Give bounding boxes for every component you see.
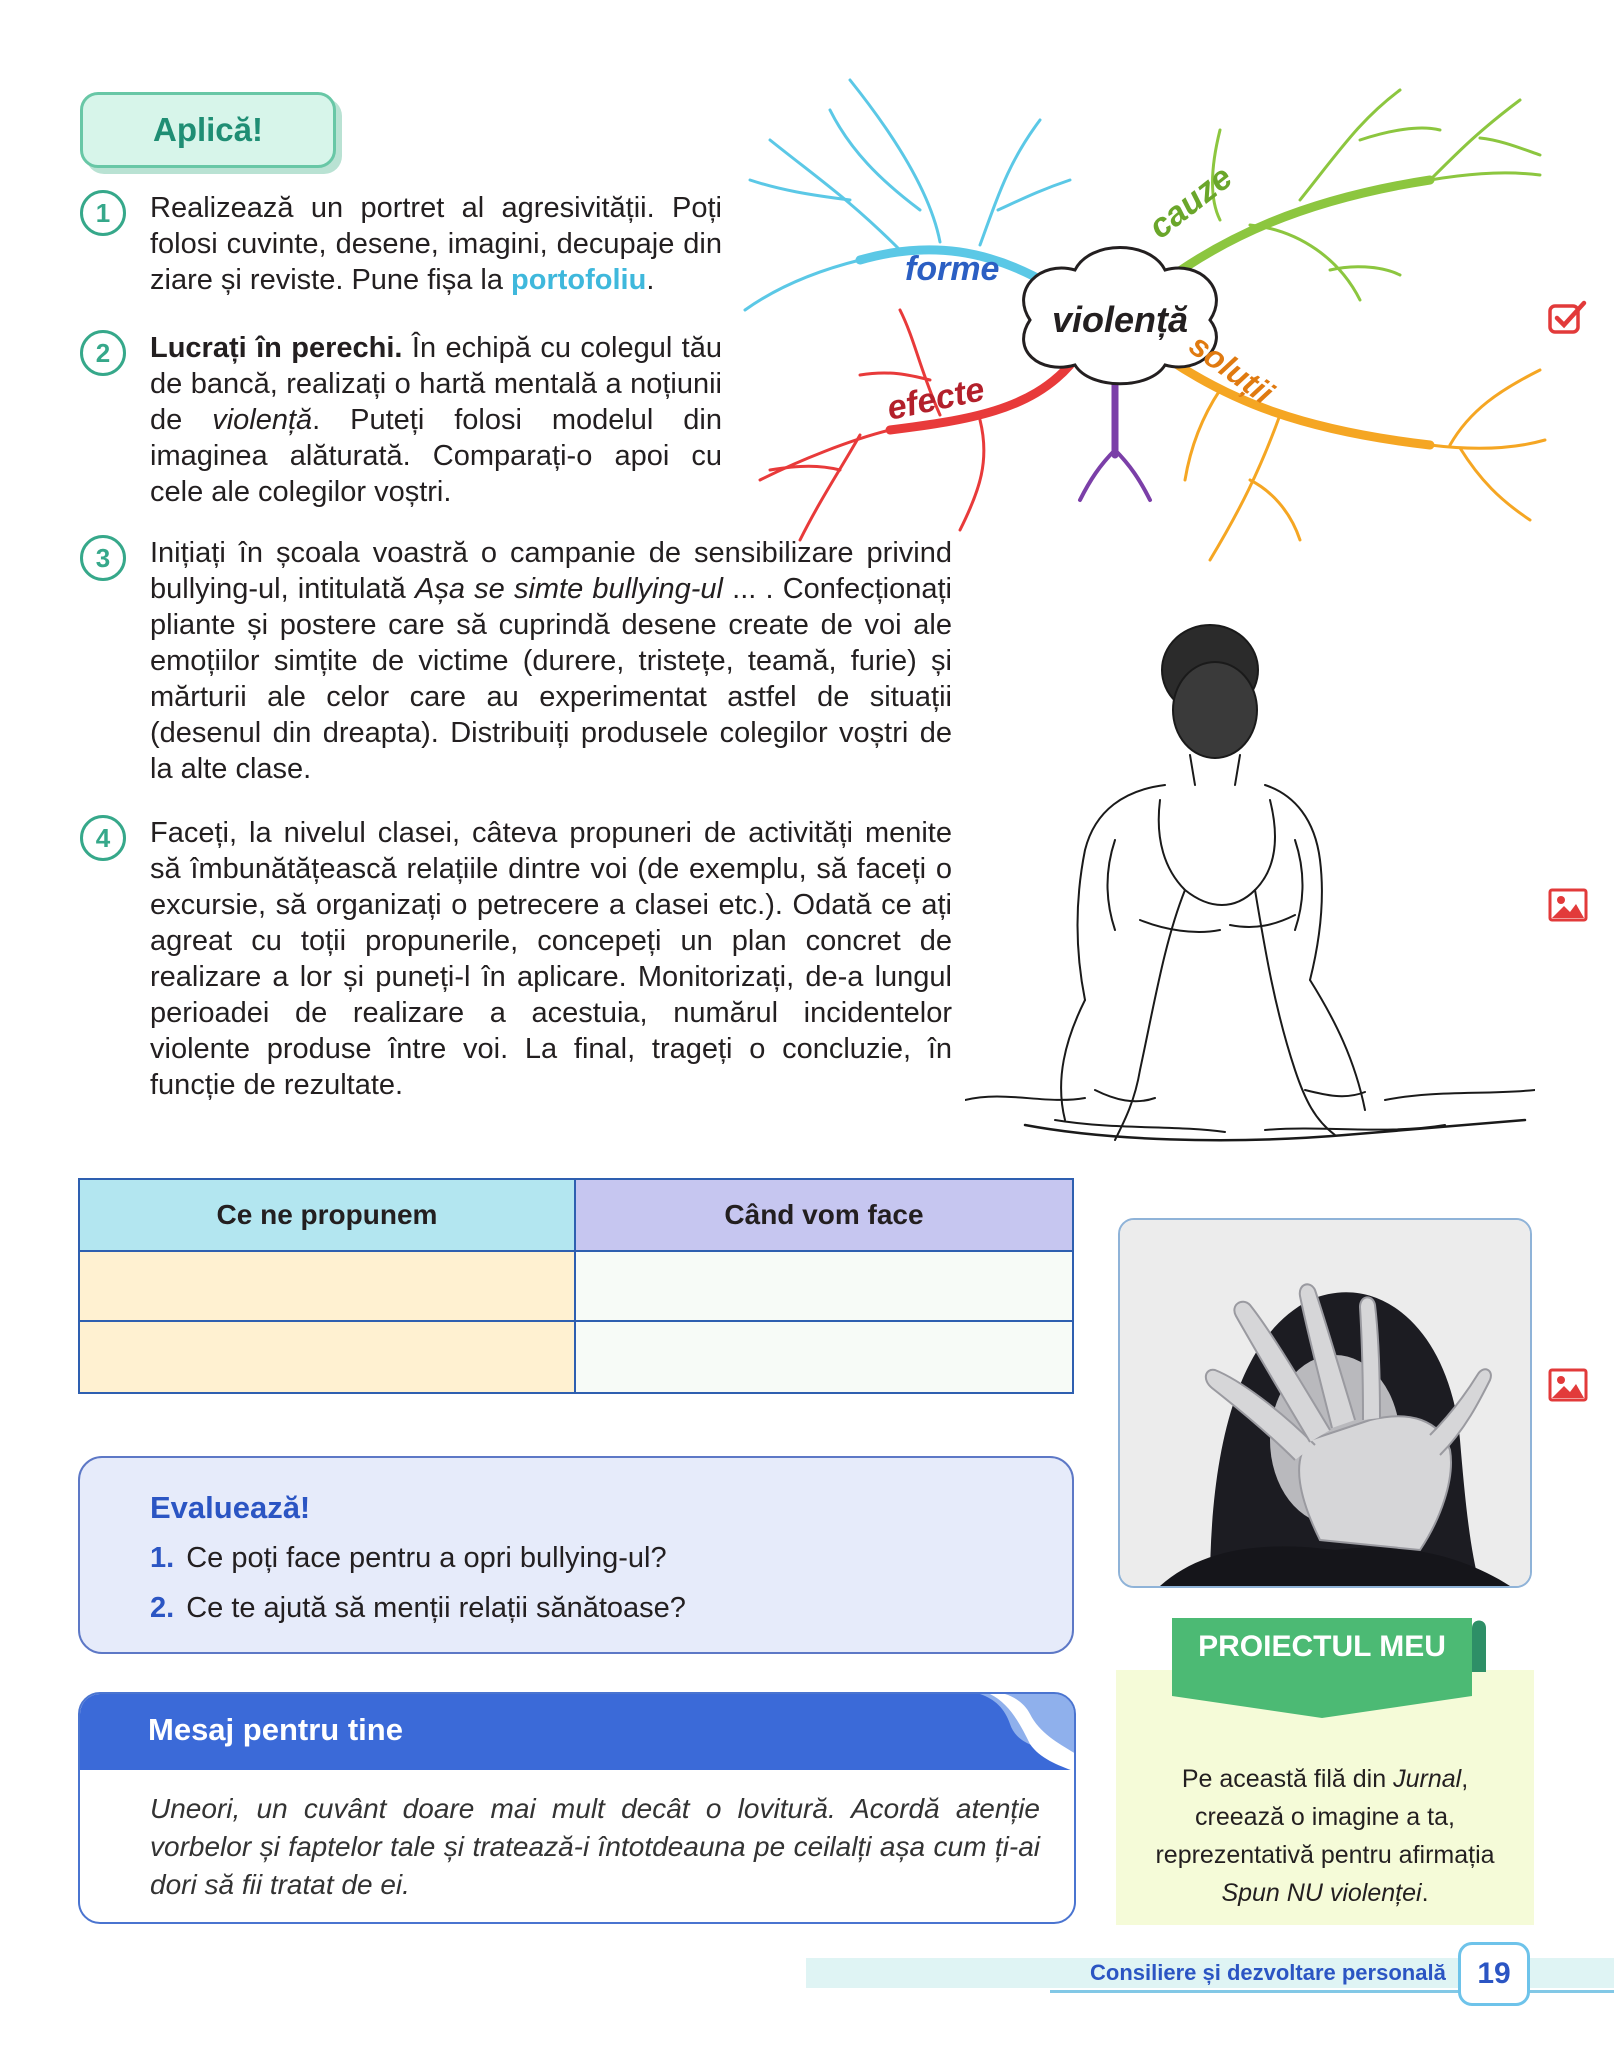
proiectul-meu-banner (1172, 1618, 1472, 1696)
aplica-badge (80, 92, 336, 168)
evalueaza-title: Evaluează! (150, 1490, 311, 1525)
sad-boy-sketch (965, 620, 1535, 1160)
evalueaza-box (78, 1456, 1074, 1654)
center-label: violență (1051, 299, 1189, 340)
mind-map (740, 70, 1560, 590)
table-cell-r2c2[interactable] (576, 1322, 1072, 1392)
proiectul-meu-scroll-curl (1448, 1612, 1488, 1672)
task-4-text: Faceți, la nivelul clasei, câteva propuneri de activități menite să îmbunătățească relațiile dintre voi (de exemplu, să faceți o excursie, să organizați o petrecere a clasei etc.). Odată ce ați agreat cu toții propunerile, concepeți un plan concret de realizare a lor și puneți-l în aplicare. Monitorizați, de-a lungul perioadei de realizare a acestuia, numărul incidentelor violente produse între voi. La final, trageți o concluzie, în funcție de rezultate. (150, 817, 952, 1101)
page-number: 19 (1458, 1942, 1530, 2006)
task-number-1: 1 (80, 190, 126, 236)
solutii-branch (1170, 360, 1545, 560)
table-cell-r1c1[interactable] (80, 1252, 576, 1322)
task-number-4: 4 (80, 815, 126, 861)
footer-label: Consiliere și dezvoltare personală (1090, 1960, 1446, 1985)
mesaj-title: Mesaj pentru tine (148, 1712, 403, 1747)
task-3-text: Inițiați în școala voastră o campanie de sensibilizare privind bullying-ul, intitulată Așa se simte bullying-ul ... . Confecționați pliante și postere care să cuprindă desene create de voi ale emoțiilor simțite de victime (durere, tristețe, teamă, furie) și mărturii ale celor care au experimentat astfel de situații (desenul din dreapta). Distribuiți produsele colegilor voștri de la alte clase. (150, 537, 953, 785)
checkbox-check-icon[interactable] (1548, 300, 1588, 334)
forme-label: forme (905, 250, 1000, 288)
stop-hand-illustration (1120, 1220, 1530, 1586)
mesaj-header-corner (980, 1694, 1076, 1772)
table-cell-r2c1[interactable] (80, 1322, 576, 1392)
cauze-label: cauze (1141, 158, 1240, 247)
proiectul-meu-title: PROIECTUL MEU (1198, 1630, 1446, 1663)
proiectul-meu-banner-tip (1172, 1696, 1472, 1718)
proiectul-meu-box (1116, 1630, 1534, 1925)
task-number-3: 3 (80, 535, 126, 581)
image-icon[interactable] (1548, 1368, 1588, 1402)
task-1-text: Realizează un portret al agresivității. Poți folosi cuvinte, desene, imagini, decupaje din ziare și reviste. Pune fișa la portofoliu. (150, 192, 722, 296)
table-header-col1: Ce ne propunem (80, 1180, 576, 1252)
evalueaza-question-1: 1. Ce poți face pentru a opri bullying-ul? (150, 1542, 667, 1574)
plan-table (78, 1178, 1074, 1394)
image-icon[interactable] (1548, 888, 1588, 922)
stop-hand-photo (1118, 1218, 1532, 1588)
task-2-text: Lucrați în perechi. În echipă cu colegul tău de bancă, realizați o hartă mentală a noțiunii de violență. Puteți folosi modelul din imaginea alăturată. Comparați-o apoi cu cele ale colegilor voștri. (150, 332, 722, 508)
portofoliu-link[interactable]: portofoliu (511, 264, 647, 296)
efecte-label: efecte (883, 370, 988, 428)
solutii-label: soluții (1182, 326, 1281, 412)
proiectul-meu-text: Pe această filă din Jurnal, creează o imagine a ta, reprezentativă pentru afirmația Spun NU violenței. (1155, 1765, 1495, 1907)
mesaj-text: Uneori, un cuvânt doare mai mult decât o lovitură. Acordă atenție vorbelor și faptelor tale și tratează-i întotdeauna pe ceilalți așa cum ți-ai dori să fii tratat de ei. (150, 1793, 1040, 1900)
task-number-2: 2 (80, 330, 126, 376)
mesaj-box (78, 1692, 1076, 1924)
table-cell-r1c2[interactable] (576, 1252, 1072, 1322)
aplica-title: Aplică! (152, 111, 264, 148)
table-header-col2: Când vom face (576, 1180, 1072, 1252)
evalueaza-question-2: 2. Ce te ajută să menții relații sănătoase? (150, 1592, 686, 1624)
